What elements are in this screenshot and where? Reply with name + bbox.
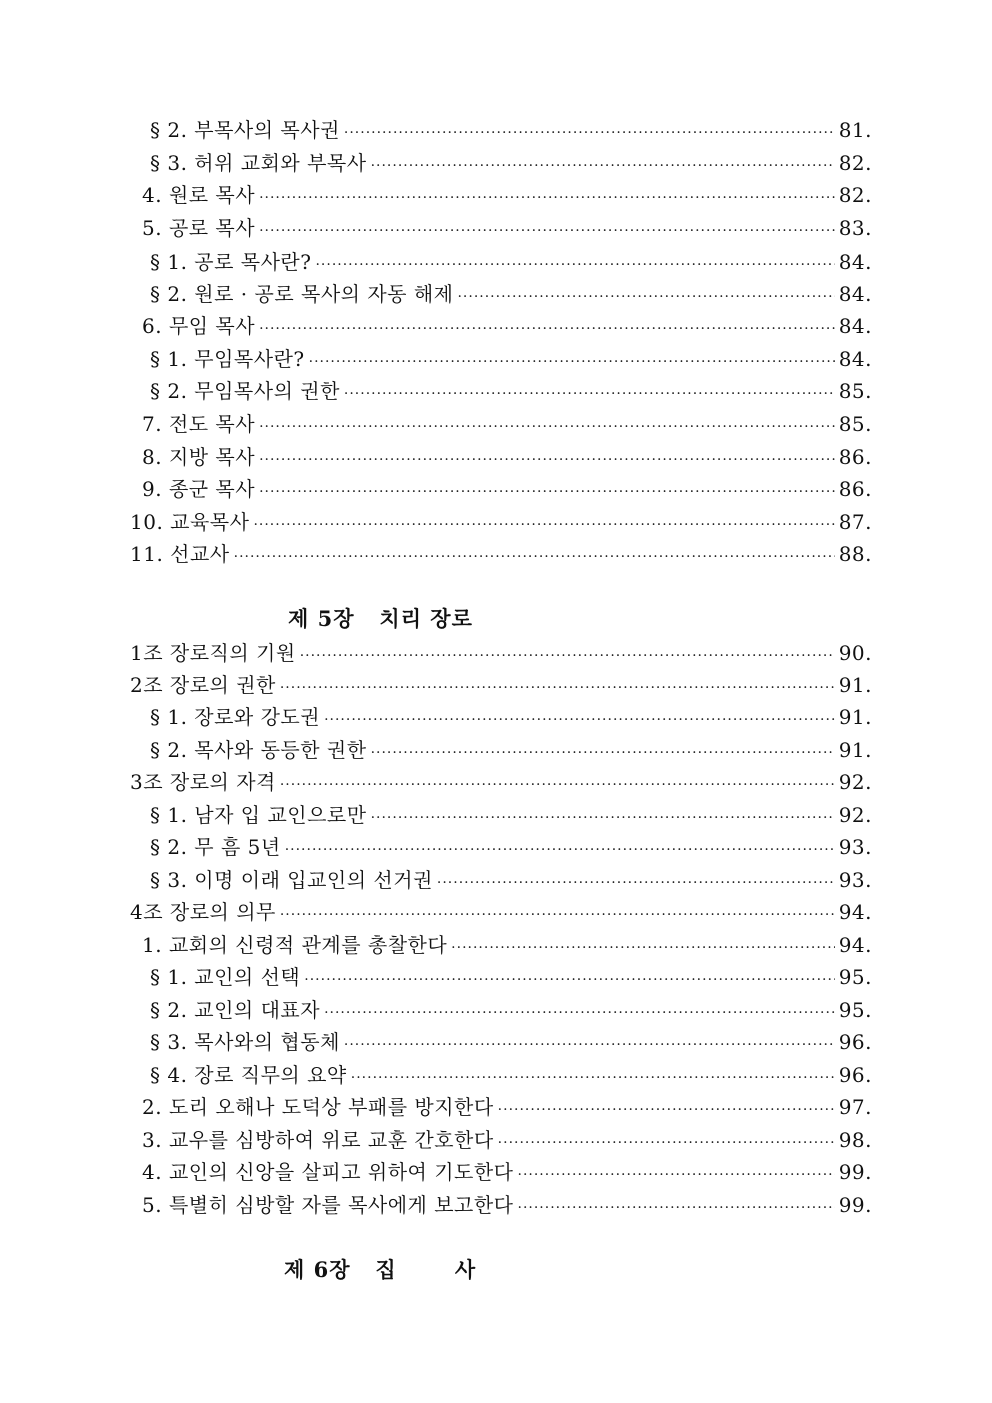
toc-entry-label: § 1. 공로 목사란? bbox=[150, 250, 312, 274]
toc-entry bbox=[130, 1156, 872, 1188]
toc-page-number: 88. bbox=[838, 542, 872, 566]
dot-leader bbox=[457, 281, 834, 313]
dot-leader bbox=[344, 117, 835, 149]
toc-entry bbox=[130, 473, 872, 505]
toc-entry bbox=[130, 961, 872, 993]
dot-leader bbox=[259, 411, 835, 443]
toc-page-number: 97. bbox=[838, 1095, 872, 1119]
toc-entry-label: 2. 도리 오해나 도덕상 부패를 방지한다 bbox=[142, 1095, 494, 1119]
toc-entry bbox=[130, 799, 872, 831]
toc-entry bbox=[130, 831, 872, 863]
toc-page-number: 93. bbox=[838, 835, 872, 859]
toc-page-number: 83. bbox=[838, 216, 872, 240]
toc-entry-label: 2조 장로의 권한 bbox=[130, 673, 276, 697]
toc-entry bbox=[130, 669, 872, 701]
toc-page-number: 84. bbox=[838, 250, 872, 274]
toc-page-number: 96. bbox=[838, 1063, 872, 1087]
toc-entry bbox=[130, 408, 872, 440]
toc-page-number: 90. bbox=[838, 641, 872, 665]
toc-entry bbox=[130, 1124, 872, 1156]
dot-leader bbox=[344, 1029, 835, 1061]
dot-leader bbox=[280, 672, 835, 704]
toc-entry-label: 6. 무임 목사 bbox=[142, 314, 256, 338]
toc-entry-label: 3조 장로의 자격 bbox=[130, 770, 276, 794]
toc-entry bbox=[130, 637, 872, 669]
toc-entry-label: § 1. 남자 입 교인으로만 bbox=[150, 803, 367, 827]
dot-leader bbox=[351, 1062, 835, 1094]
toc-entry bbox=[130, 929, 872, 961]
dot-leader bbox=[300, 640, 835, 672]
toc-page-number: 81. bbox=[838, 118, 872, 142]
toc-entry-label: 4. 원로 목사 bbox=[142, 183, 256, 207]
toc-entry bbox=[130, 375, 872, 407]
toc-entry-label: 5. 공로 목사 bbox=[142, 216, 256, 240]
toc-page-number: 86. bbox=[838, 445, 872, 469]
toc-page-number: 91. bbox=[838, 738, 872, 762]
toc-entry-label: § 2. 목사와 동등한 권한 bbox=[150, 738, 367, 762]
dot-leader bbox=[304, 964, 834, 996]
toc-entry bbox=[130, 343, 872, 375]
toc-entry-label: § 3. 이명 이래 입교인의 선거권 bbox=[150, 868, 433, 892]
toc-entry bbox=[130, 1059, 872, 1091]
dot-leader bbox=[324, 997, 835, 1029]
toc-entry-label: 5. 특별히 심방할 자를 목사에게 보고한다 bbox=[142, 1193, 514, 1217]
toc-entry bbox=[130, 179, 872, 211]
dot-leader bbox=[324, 704, 835, 736]
dot-leader bbox=[498, 1094, 835, 1126]
toc-page-number: 91. bbox=[838, 673, 872, 697]
toc-entry-label: § 3. 허위 교회와 부목사 bbox=[150, 151, 367, 175]
toc-entry bbox=[130, 896, 872, 928]
dot-leader bbox=[259, 182, 835, 214]
toc-page-number: 84. bbox=[838, 314, 872, 338]
dot-leader bbox=[234, 541, 835, 573]
toc-entry bbox=[130, 766, 872, 798]
chapter-heading: 제 5장 치리 장로 bbox=[288, 606, 473, 631]
toc-entry-label: 10. 교육목사 bbox=[130, 510, 250, 534]
toc-entry-label: § 2. 무임목사의 권한 bbox=[150, 379, 340, 403]
toc-entry bbox=[130, 538, 872, 570]
dot-leader bbox=[437, 867, 835, 899]
toc-page-number: 94. bbox=[838, 933, 872, 957]
toc-page-number: 85. bbox=[838, 379, 872, 403]
toc-entry bbox=[130, 246, 872, 278]
toc-entry bbox=[130, 734, 872, 766]
dot-leader bbox=[451, 932, 835, 964]
toc-page-number: 92. bbox=[838, 770, 872, 794]
toc-page-number: 85. bbox=[838, 412, 872, 436]
dot-leader bbox=[309, 346, 835, 378]
toc-entry-label: 7. 전도 목사 bbox=[142, 412, 256, 436]
toc-page-number: 95. bbox=[838, 965, 872, 989]
toc-page-number: 82. bbox=[838, 183, 872, 207]
dot-leader bbox=[371, 802, 835, 834]
dot-leader bbox=[518, 1192, 835, 1224]
dot-leader bbox=[371, 737, 835, 769]
toc-entry-label: § 2. 무 흠 5년 bbox=[150, 835, 281, 859]
toc-entry-label: § 2. 원로 · 공로 목사의 자동 해제 bbox=[150, 282, 454, 306]
toc-entry bbox=[130, 1091, 872, 1123]
toc-entry bbox=[130, 1026, 872, 1058]
toc-entry bbox=[130, 506, 872, 538]
toc-entry-label: 3. 교우를 심방하여 위로 교훈 간호한다 bbox=[142, 1128, 494, 1152]
toc-page-number: 99. bbox=[838, 1193, 872, 1217]
toc-entry-label: § 1. 교인의 선택 bbox=[150, 965, 301, 989]
chapter-heading: 제 6장 집 사 bbox=[284, 1257, 477, 1282]
toc-entry bbox=[130, 441, 872, 473]
toc-entry-label: § 1. 무임목사란? bbox=[150, 347, 305, 371]
dot-leader bbox=[518, 1159, 835, 1191]
toc-entry-label: § 1. 장로와 강도권 bbox=[150, 705, 321, 729]
toc-entry-label: 8. 지방 목사 bbox=[142, 445, 256, 469]
toc-page-number: 95. bbox=[838, 998, 872, 1022]
toc-entry bbox=[130, 1189, 872, 1221]
dot-leader bbox=[371, 150, 835, 182]
toc-entry bbox=[130, 310, 872, 342]
toc-entry bbox=[130, 147, 872, 179]
toc-entry-label: 9. 종군 목사 bbox=[142, 477, 256, 501]
toc-entry bbox=[130, 864, 872, 896]
toc-entry-label: 4조 장로의 의무 bbox=[130, 900, 276, 924]
toc-page-number: 87. bbox=[838, 510, 872, 534]
dot-leader bbox=[285, 834, 835, 866]
toc-entry-label: 4. 교인의 신앙을 살피고 위하여 기도한다 bbox=[142, 1160, 514, 1184]
toc-page-number: 94. bbox=[838, 900, 872, 924]
toc-entry-label: 1조 장로직의 기원 bbox=[130, 641, 296, 665]
toc-page-number: 84. bbox=[838, 282, 872, 306]
toc-page-number: 91. bbox=[838, 705, 872, 729]
toc-entry-label: § 3. 목사와의 협동체 bbox=[150, 1030, 340, 1054]
toc-page-number: 92. bbox=[838, 803, 872, 827]
toc-entry-label: § 2. 교인의 대표자 bbox=[150, 998, 321, 1022]
toc-entry-label: 1. 교회의 신령적 관계를 총찰한다 bbox=[142, 933, 448, 957]
dot-leader bbox=[253, 509, 834, 541]
toc-entry bbox=[130, 114, 872, 146]
dot-leader bbox=[259, 476, 835, 508]
toc-entry bbox=[130, 701, 872, 733]
toc-entry-label: 11. 선교사 bbox=[130, 542, 230, 566]
toc-entry bbox=[130, 994, 872, 1026]
dot-leader bbox=[280, 899, 835, 931]
dot-leader bbox=[259, 444, 835, 476]
dot-leader bbox=[498, 1127, 835, 1159]
toc-entry bbox=[130, 278, 872, 310]
dot-leader bbox=[315, 249, 834, 281]
dot-leader bbox=[344, 378, 835, 410]
toc-page-number: 93. bbox=[838, 868, 872, 892]
toc-entry-label: § 4. 장로 직무의 요약 bbox=[150, 1063, 347, 1087]
dot-leader bbox=[259, 313, 835, 345]
toc-page-number: 96. bbox=[838, 1030, 872, 1054]
toc-page-number: 99. bbox=[838, 1160, 872, 1184]
toc-entry bbox=[130, 212, 872, 244]
dot-leader bbox=[259, 215, 835, 247]
dot-leader bbox=[280, 769, 835, 801]
toc-page-number: 98. bbox=[838, 1128, 872, 1152]
toc-page-number: 82. bbox=[838, 151, 872, 175]
toc-page-number: 84. bbox=[838, 347, 872, 371]
toc-entry-label: § 2. 부목사의 목사권 bbox=[150, 118, 340, 142]
toc-page-number: 86. bbox=[838, 477, 872, 501]
